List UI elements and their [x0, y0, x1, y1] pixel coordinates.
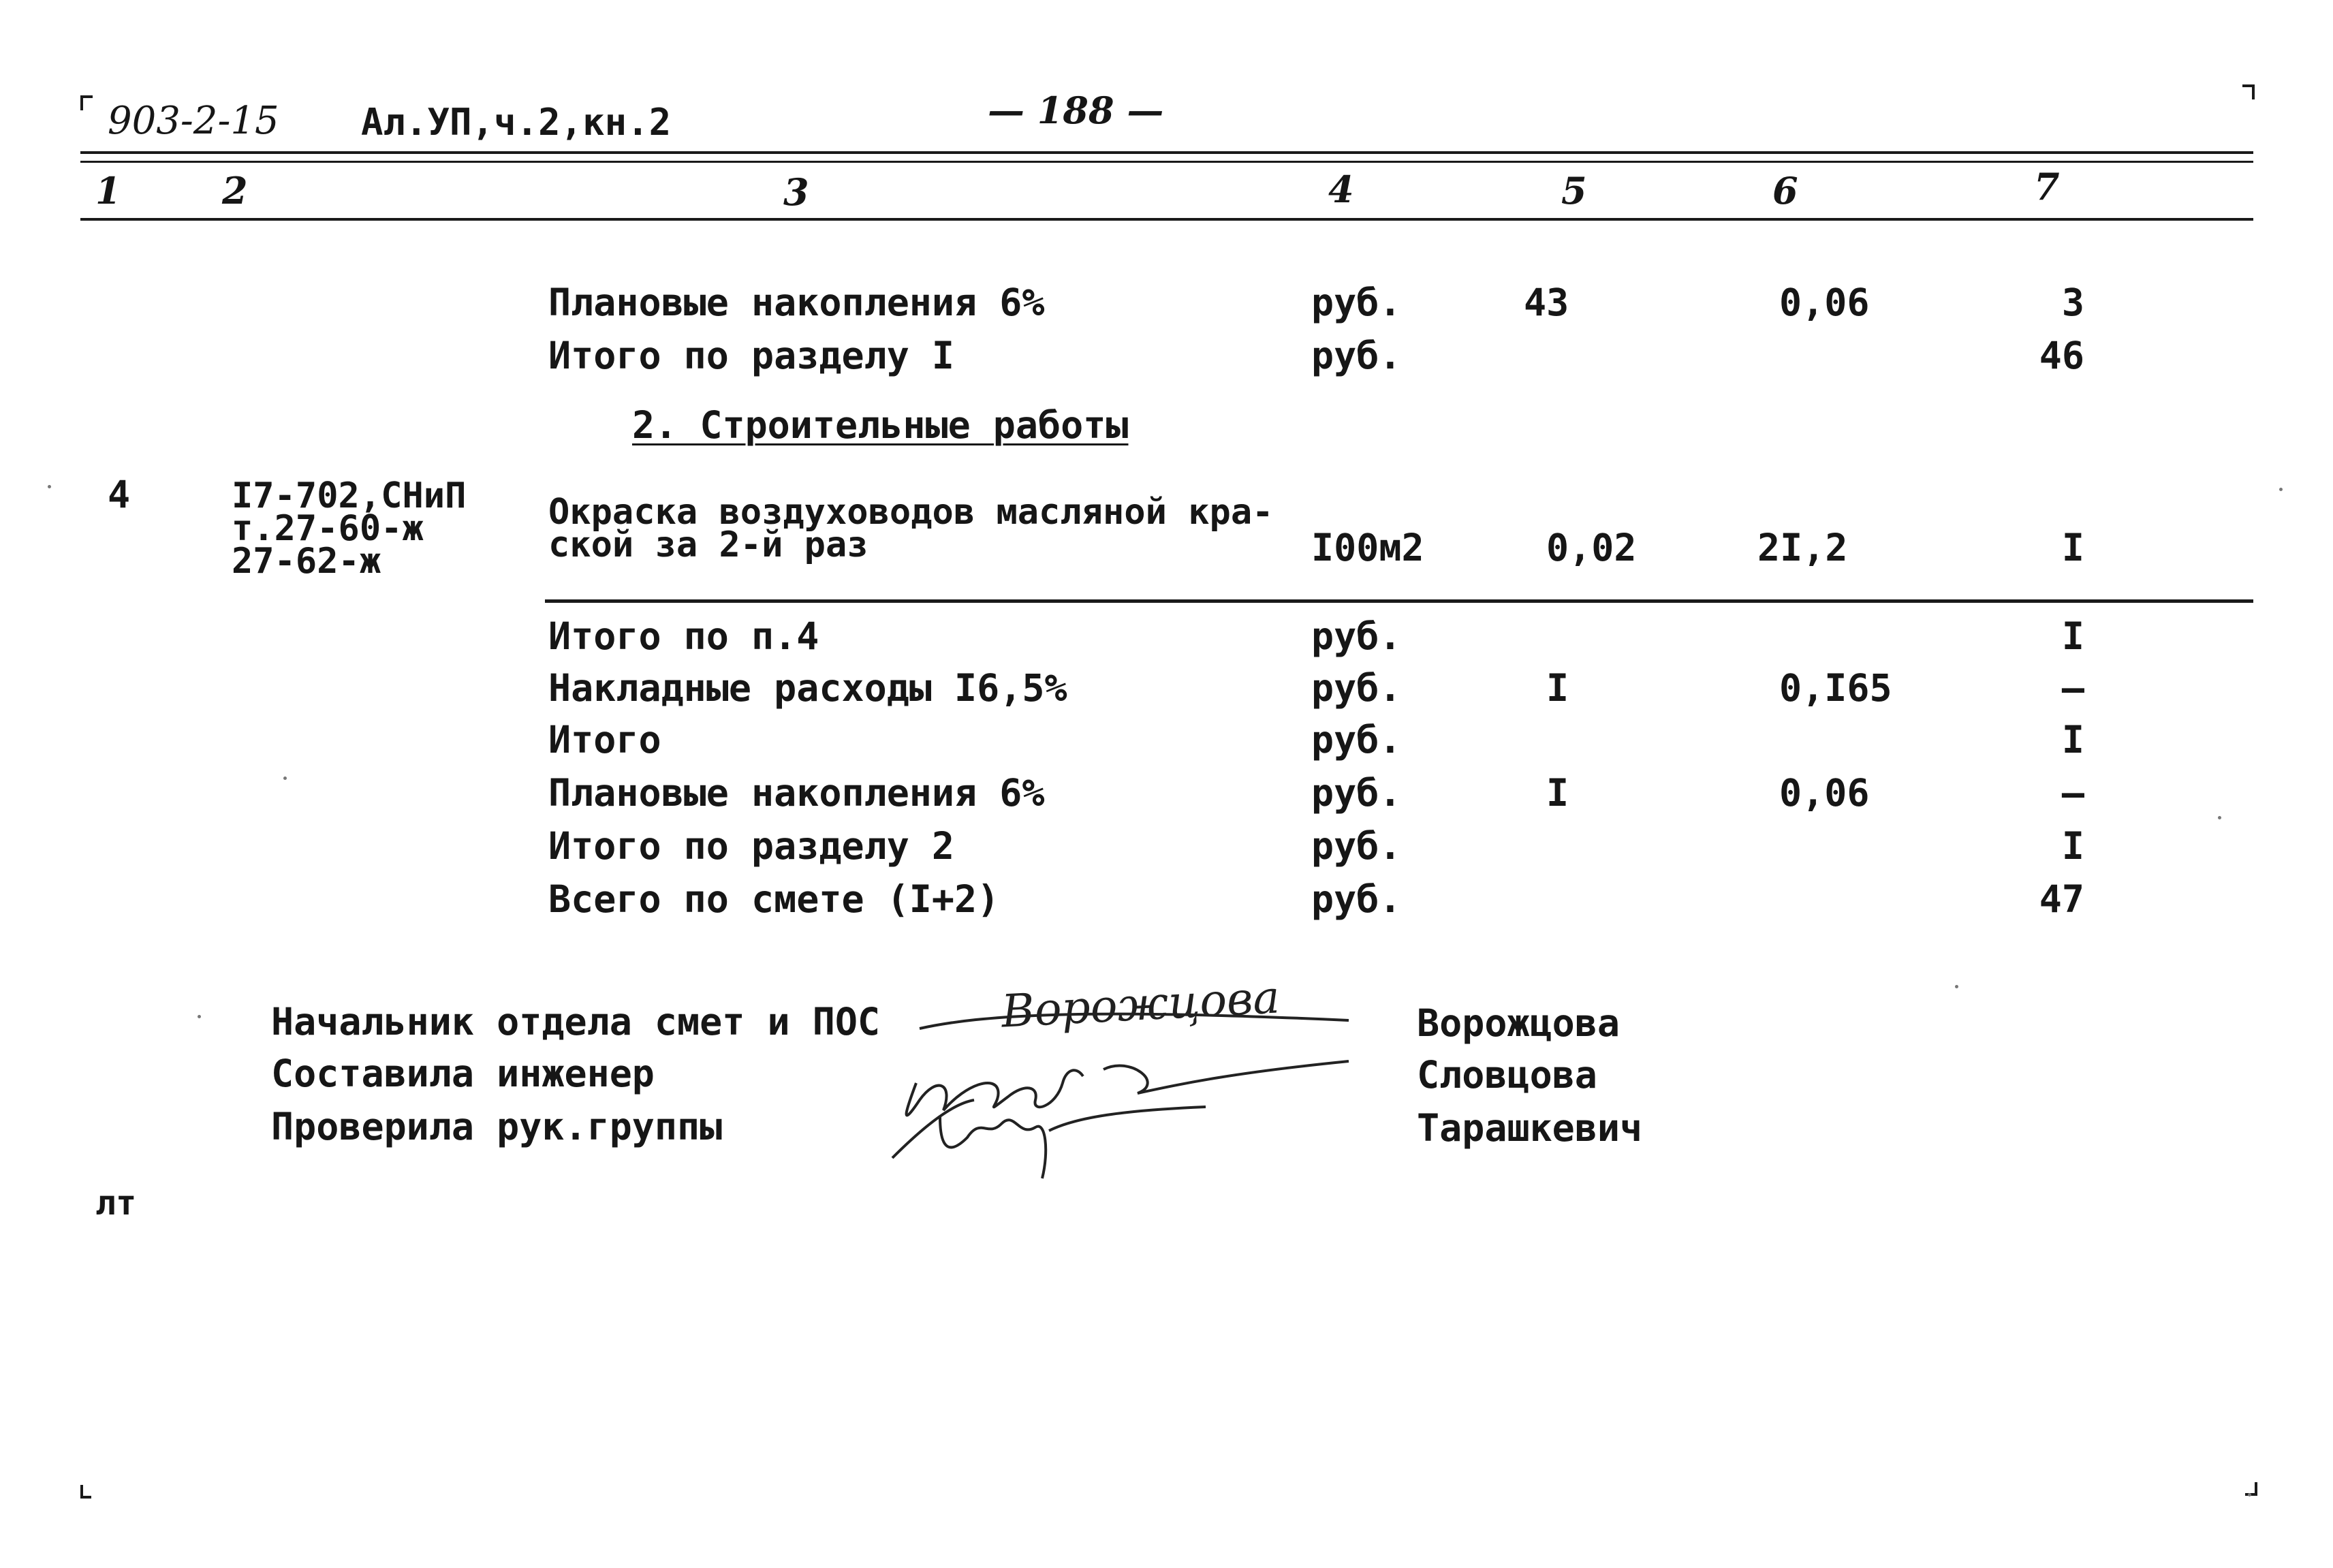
- album-reference: Ал.УП,ч.2,кн.2: [361, 101, 672, 144]
- item-price: 2I,2: [1757, 526, 1848, 569]
- scan-speck: [283, 777, 287, 780]
- item-name-line-2: ской за 2-й раз: [548, 524, 868, 565]
- footer-mark: лт: [95, 1183, 137, 1223]
- row-price: 0,06: [1779, 281, 1870, 324]
- signature-name-3: Тарашкевич: [1417, 1106, 1643, 1150]
- scan-speck: [2218, 816, 2221, 819]
- column-number-2: 2: [222, 169, 248, 213]
- row-quantity: 43: [1524, 281, 1569, 324]
- row-unit: руб.: [1311, 718, 1402, 762]
- row-name: Итого по разделу 2: [548, 824, 955, 868]
- row-name: Плановые накопления 6%: [548, 281, 1045, 324]
- item-unit: I00м2: [1311, 526, 1424, 569]
- row-unit: руб.: [1311, 666, 1402, 710]
- row-total: 47: [2039, 877, 2084, 921]
- section-2-title: [632, 405, 1128, 445]
- table-header-bottom-rule: [80, 218, 2253, 221]
- column-number-5: 5: [1561, 169, 1587, 213]
- item-code-line-3: 27-62-ж: [232, 541, 381, 582]
- section-2-title-text: 2. Строительные работы: [632, 403, 1129, 447]
- scan-speck: [1955, 985, 1958, 988]
- row-name: Всего по смете (I+2): [548, 877, 1000, 921]
- row-unit: руб.: [1311, 877, 1402, 921]
- row-name: Плановые накопления 6%: [548, 771, 1045, 815]
- column-number-1: 1: [95, 169, 121, 213]
- column-number-6: 6: [1772, 169, 1798, 213]
- row-price: 0,I65: [1779, 666, 1892, 710]
- item-code-line-1: I7-702,СНиП: [232, 475, 467, 516]
- row-total: –: [2061, 771, 2084, 815]
- row-unit: руб.: [1311, 334, 1402, 377]
- scan-speck: [48, 485, 51, 488]
- row-name: Накладные расходы I6,5%: [548, 666, 1067, 710]
- row-unit: руб.: [1311, 281, 1402, 324]
- handwritten-signature-strokes: [879, 981, 1410, 1185]
- signature-role-1: Начальник отдела смет и ПОС: [271, 1000, 881, 1044]
- item-quantity: 0,02: [1546, 526, 1637, 569]
- item-code-line-2: т.27-60-ж: [232, 508, 424, 549]
- item-total: I: [2061, 526, 2084, 569]
- row-total: I: [2061, 718, 2084, 762]
- scan-speck: [2248, 1493, 2251, 1496]
- signature-name-2: Словцова: [1417, 1053, 1597, 1097]
- item-name-line-1: Окраска воздуховодов масляной кра-: [548, 492, 1274, 533]
- column-number-3: 3: [783, 170, 809, 214]
- signature-role-3: Проверила рук.группы: [271, 1105, 723, 1148]
- crop-mark-top-right: [2242, 84, 2255, 99]
- scan-speck: [2279, 488, 2283, 491]
- signature-role-2: Составила инженер: [271, 1052, 655, 1095]
- crop-mark-bottom-left: [80, 1485, 91, 1499]
- row-unit: руб.: [1311, 824, 1402, 868]
- table-top-rule: [80, 151, 2253, 154]
- row-total: I: [2061, 614, 2084, 658]
- row-unit: руб.: [1311, 614, 1402, 658]
- table-top-rule-second: [80, 161, 2253, 163]
- crop-mark-bottom-right: [2245, 1482, 2257, 1496]
- row-total: –: [2061, 666, 2084, 710]
- item-4-bottom-rule: [545, 599, 2253, 603]
- row-unit: руб.: [1311, 771, 1402, 815]
- row-name: Итого: [548, 718, 661, 762]
- scan-speck: [198, 1015, 201, 1018]
- column-number-4: 4: [1328, 168, 1354, 211]
- row-total: 46: [2039, 334, 2084, 377]
- handwritten-signature-script: Ворожцова: [1000, 971, 1281, 1038]
- row-total: I: [2061, 824, 2084, 868]
- crop-mark-top-left: [80, 95, 93, 110]
- row-quantity: I: [1546, 771, 1569, 815]
- row-total: 3: [2061, 281, 2084, 324]
- row-name: Итого по разделу I: [548, 334, 955, 377]
- page-number: — 188 —: [988, 89, 1164, 132]
- signature-name-1: Ворожцова: [1417, 1001, 1620, 1045]
- row-name: Итого по п.4: [548, 614, 819, 658]
- doc-code: 903-2-15: [108, 99, 279, 143]
- row-price: 0,06: [1779, 771, 1870, 815]
- row-quantity: I: [1546, 666, 1569, 710]
- item-number: 4: [108, 473, 131, 516]
- column-number-7: 7: [2034, 165, 2060, 208]
